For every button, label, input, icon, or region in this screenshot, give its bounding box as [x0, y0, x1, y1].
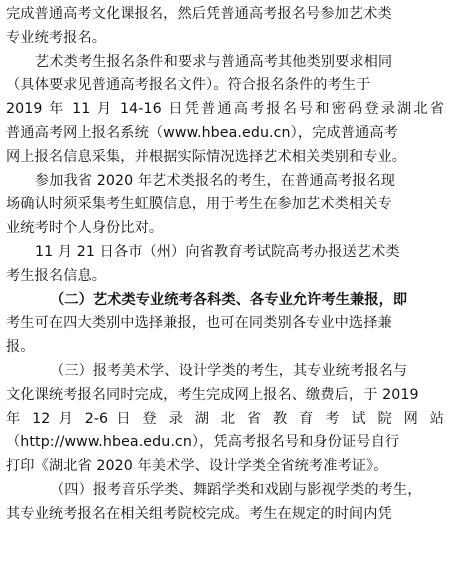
text-line-3: 艺术类考生报名条件和要求与普通高考其他类别要求相同 — [35, 53, 393, 70]
text-line-19: （http://www.hbea.edu.cn），凭高考报名号和身份证号自行 — [6, 434, 400, 451]
text-line-13: （二）艺术类专业统考各科类、各专业允许考生兼报，即 — [50, 291, 408, 308]
text-line-18: 年 12 月 2-6 日 登 录 湖 北 省 教 育 考 试 院 网 站 — [6, 410, 444, 427]
text-line-14: 考生可在四大类别中选择兼报，也可在同类别各专业中选择兼 — [6, 315, 392, 332]
text-line-12: 考生报名信息。 — [6, 267, 107, 284]
text-line-20: 打印《湖北省 2020 年美术学、设计学类全省统考准考证》。 — [6, 458, 388, 475]
text-line-9: 场确认时须采集考生虹膜信息，用于考生在参加艺术类相关专 — [6, 196, 392, 213]
text-line-6: 普通高考网上报名系统（www.hbea.edu.cn），完成普通高考 — [6, 124, 398, 141]
text-line-11: 11 月 21 日各市（州）向省教育考试院高考办报送艺术类 — [35, 243, 400, 260]
text-line-4: （具体要求见普通高考报名文件）。符合报名条件的考生于 — [6, 77, 371, 94]
text-line-15: 报。 — [6, 339, 35, 356]
text-line-5: 2019 年 11 月 14-16 日凭普通高考报名号和密码登录湖北省 — [6, 101, 444, 118]
text-line-2: 专业统考报名。 — [6, 29, 107, 46]
text-line-22: 其专业统考报名在相关组考院校完成。考生在规定的时间内凭 — [6, 505, 392, 522]
text-line-8: 参加我省 2020 年艺术类报名的考生，在普通高考报名现 — [35, 172, 396, 189]
text-line-16: （三）报考美术学、设计学类的考生，其专业统考报名与 — [50, 362, 408, 379]
text-line-1: 完成普通高考文化课报名，然后凭普通高考报名号参加艺术类 — [6, 6, 392, 22]
text-line-10: 业统考时个人身份比对。 — [6, 220, 164, 237]
text-line-21: （四）报考音乐学类、舞蹈学类和戏剧与影视学类的考生， — [50, 481, 422, 498]
text-line-7: 网上报名信息采集，并根据实际情况选择艺术相关类别和专业。 — [6, 148, 407, 165]
text-line-17: 文化课统考报名同时完成，考生完成网上报名、缴费后，于 2019 — [6, 386, 419, 403]
